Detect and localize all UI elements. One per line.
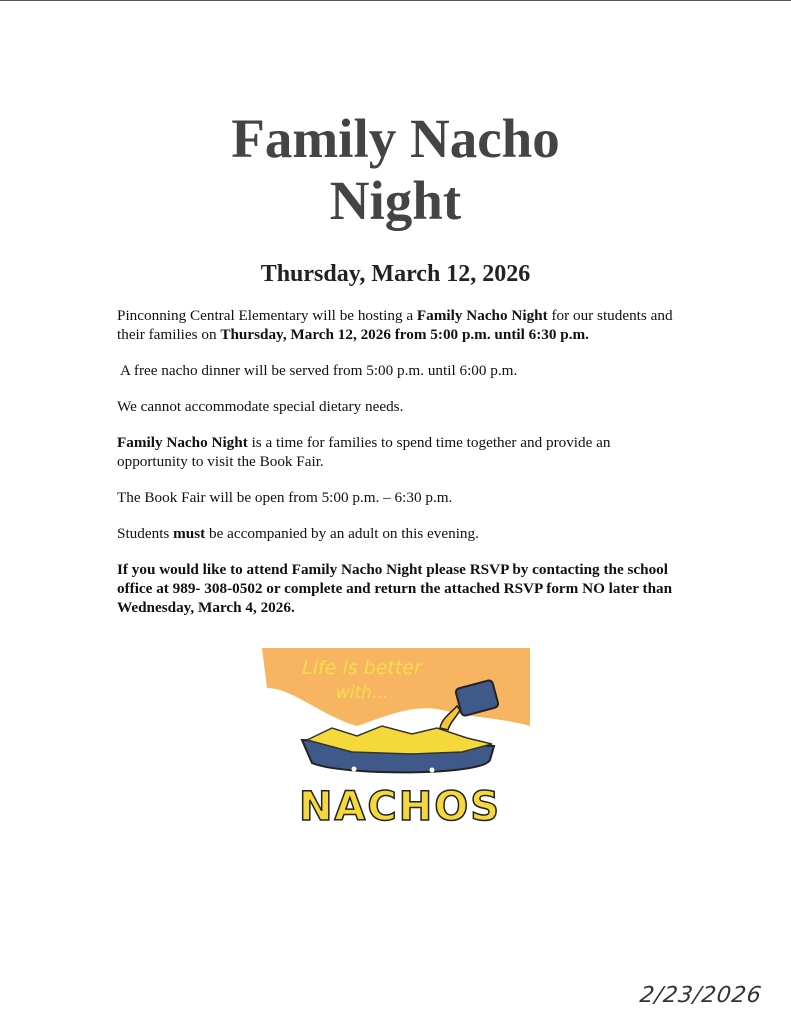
rsvp-text: If you would like to attend Family Nacho Night please RSVP by contacting the school office at 989- 308-0502 or complete and return the attached RSVP form NO later than Wednesday, March 4, 2026. xyxy=(117,561,673,616)
nacho-pan-icon xyxy=(302,726,494,773)
text: Pinconning Central Elementary will be hosting a xyxy=(117,307,417,324)
flyer-title xyxy=(0,108,791,232)
tagline-line-2: with... xyxy=(335,683,389,703)
page-top-border xyxy=(0,0,791,1)
text: be accompanied by an adult on this evening. xyxy=(205,525,479,542)
text: for our students and their families on xyxy=(117,307,673,343)
tagline-line-1: Life is better xyxy=(302,657,422,679)
dinner-paragraph: A free nacho dinner will be served from 5:00 p.m. until 6:00 p.m. xyxy=(117,362,518,379)
nachos-illustration xyxy=(262,648,532,838)
intro-paragraph xyxy=(117,306,677,344)
adult-paragraph xyxy=(117,524,677,543)
purpose-paragraph xyxy=(117,433,677,471)
event-time: Thursday, March 12, 2026 from 5:00 p.m. until 6:30 p.m. xyxy=(220,326,589,343)
handwritten-date-signature: 2/23/2026 xyxy=(638,983,764,1008)
emphasis: must xyxy=(173,525,206,542)
flyer-body xyxy=(117,306,677,634)
event-name: Family Nacho Night xyxy=(117,434,248,451)
dietary-paragraph: We cannot accommodate special dietary needs. xyxy=(117,398,404,415)
event-name: Family Nacho Night xyxy=(416,307,548,324)
nachos-word: NACHOS xyxy=(298,784,502,830)
title-line-2: Night xyxy=(329,170,462,231)
book-fair-paragraph: The Book Fair will be open from 5:00 p.m. – 6:30 p.m. xyxy=(117,489,453,506)
title-line-1: Family Nacho xyxy=(231,108,560,169)
text: is a time for families to spend time together and provide an opportunity to visit the Book Fair. xyxy=(117,434,611,470)
rsvp-paragraph xyxy=(117,560,677,617)
text: Students xyxy=(117,525,174,542)
event-date-heading: Thursday, March 12, 2026 xyxy=(260,261,531,287)
